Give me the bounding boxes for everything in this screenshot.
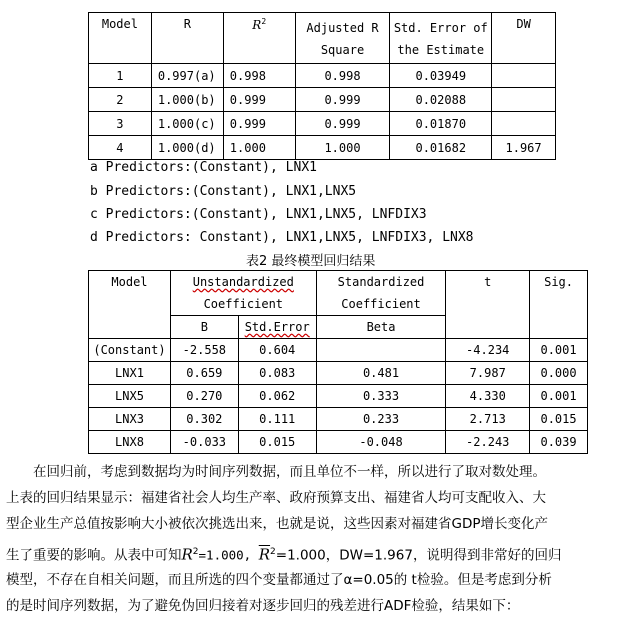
- cell-std-error: 0.083: [238, 362, 316, 385]
- header-r-square: $R^2$: [223, 13, 295, 64]
- cell-variable: LNX3: [89, 408, 171, 431]
- note-b: b Predictors:(Constant), LNX1,LNX5: [90, 184, 357, 199]
- cell-std-error: 0.015: [238, 431, 316, 454]
- cell-t: -4.234: [446, 339, 530, 362]
- cell-b: -0.033: [170, 431, 238, 454]
- cell-model: 1: [89, 64, 152, 88]
- table-row: [89, 385, 588, 408]
- cell-b: 0.302: [170, 408, 238, 431]
- paragraph-line-2: 上表的回归结果显示：福建省社会人均生产率、政府预算支出、福建省人均可支配收入、大: [6, 490, 546, 506]
- header-std-error: Std. Error of the Estimate: [390, 13, 492, 64]
- paragraph-line-3: 型企业生产总值按影响大小被依次挑选出来，也就是说，这些因素对福建省GDP增长变化产: [6, 516, 548, 532]
- header-model: Model: [89, 13, 152, 64]
- cell-std-error: 0.02088: [390, 88, 492, 112]
- cell-beta: 0.233: [316, 408, 446, 431]
- cell-r: 0.997(a): [151, 64, 223, 88]
- cell-r: 1.000(d): [151, 136, 223, 160]
- cell-dw: 1.967: [492, 136, 556, 160]
- cell-variable: (Constant): [89, 339, 171, 362]
- paragraph-line-5: 模型，不存在自相关问题，而且所选的四个变量都通过了α=0.05的 t检验。但是考虑到分析: [6, 572, 552, 588]
- header-dw: DW: [492, 13, 556, 64]
- table-row: [89, 136, 556, 160]
- cell-std-error: 0.604: [238, 339, 316, 362]
- header-model: Model: [89, 271, 171, 339]
- cell-variable: LNX1: [89, 362, 171, 385]
- cell-std-error: 0.01870: [390, 112, 492, 136]
- cell-beta: -0.048: [316, 431, 446, 454]
- cell-sig: 0.000: [530, 362, 588, 385]
- cell-r-square: 0.999: [223, 112, 295, 136]
- cell-b: -2.558: [170, 339, 238, 362]
- table-row: [89, 112, 556, 136]
- cell-variable: LNX5: [89, 385, 171, 408]
- cell-t: 2.713: [446, 408, 530, 431]
- paragraph-line-6: 的是时间序列数据，为了避免伪回归接着对逐步回归的残差进行ADF检验，结果如下：: [6, 598, 520, 614]
- header-sig: Sig.: [530, 271, 588, 339]
- cell-t: -2.243: [446, 431, 530, 454]
- cell-adjusted-r-square: 1.000: [295, 136, 390, 160]
- header-beta: Beta: [316, 316, 446, 339]
- cell-dw: [492, 64, 556, 88]
- cell-dw: [492, 112, 556, 136]
- cell-dw: [492, 88, 556, 112]
- cell-adjusted-r-square: 0.998: [295, 64, 390, 88]
- cell-model: 4: [89, 136, 152, 160]
- cell-beta: [316, 339, 446, 362]
- header-adjusted-r-square: Adjusted R Square: [295, 13, 390, 64]
- cell-t: 7.987: [446, 362, 530, 385]
- cell-b: 0.659: [170, 362, 238, 385]
- cell-sig: 0.039: [530, 431, 588, 454]
- cell-sig: 0.015: [530, 408, 588, 431]
- header-standardized: Standardized Coefficient: [316, 271, 446, 316]
- note-a: a Predictors:(Constant), LNX1: [90, 160, 317, 175]
- table-row: [89, 408, 588, 431]
- header-r: R: [151, 13, 223, 64]
- table-row: [89, 339, 588, 362]
- table-header-row: [89, 271, 588, 316]
- cell-r-square: 1.000: [223, 136, 295, 160]
- note-d: d Predictors: Constant), LNX1,LNX5, LNFDIX3, LNX8: [90, 230, 474, 245]
- table2-caption: 表2 最终模型回归结果: [246, 254, 376, 269]
- table-row: [89, 88, 556, 112]
- header-t: t: [446, 271, 530, 339]
- model-summary-table: [88, 12, 556, 160]
- cell-r-square: 0.999: [223, 88, 295, 112]
- cell-adjusted-r-square: 0.999: [295, 112, 390, 136]
- cell-r: 1.000(c): [151, 112, 223, 136]
- table-row: [89, 431, 588, 454]
- cell-std-error: 0.01682: [390, 136, 492, 160]
- cell-sig: 0.001: [530, 385, 588, 408]
- header-std-error: Std.Error: [238, 316, 316, 339]
- cell-model: 2: [89, 88, 152, 112]
- cell-std-error: 0.03949: [390, 64, 492, 88]
- header-b: B: [170, 316, 238, 339]
- table-row: [89, 64, 556, 88]
- cell-t: 4.330: [446, 385, 530, 408]
- paragraph-line-4: 生了重要的影响。从表中可知$R^2=1.000$, $\overline{R}^2=1.000$，DW=1.967，说明得到非常好的回归: [6, 545, 562, 564]
- cell-b: 0.270: [170, 385, 238, 408]
- cell-beta: 0.481: [316, 362, 446, 385]
- paragraph-line-1: 在回归前，考虑到数据均为时间序列数据，而且单位不一样，所以进行了取对数处理。: [6, 464, 546, 480]
- cell-beta: 0.333: [316, 385, 446, 408]
- cell-model: 3: [89, 112, 152, 136]
- note-c: c Predictors:(Constant), LNX1,LNX5, LNFDIX3: [90, 207, 427, 222]
- regression-results-table: [88, 270, 588, 454]
- header-unstandardized: Unstandardized Coefficient: [170, 271, 316, 316]
- cell-variable: LNX8: [89, 431, 171, 454]
- cell-adjusted-r-square: 0.999: [295, 88, 390, 112]
- cell-std-error: 0.062: [238, 385, 316, 408]
- cell-r-square: 0.998: [223, 64, 295, 88]
- table-row: [89, 362, 588, 385]
- cell-sig: 0.001: [530, 339, 588, 362]
- cell-r: 1.000(b): [151, 88, 223, 112]
- cell-std-error: 0.111: [238, 408, 316, 431]
- table-header-row: [89, 13, 556, 64]
